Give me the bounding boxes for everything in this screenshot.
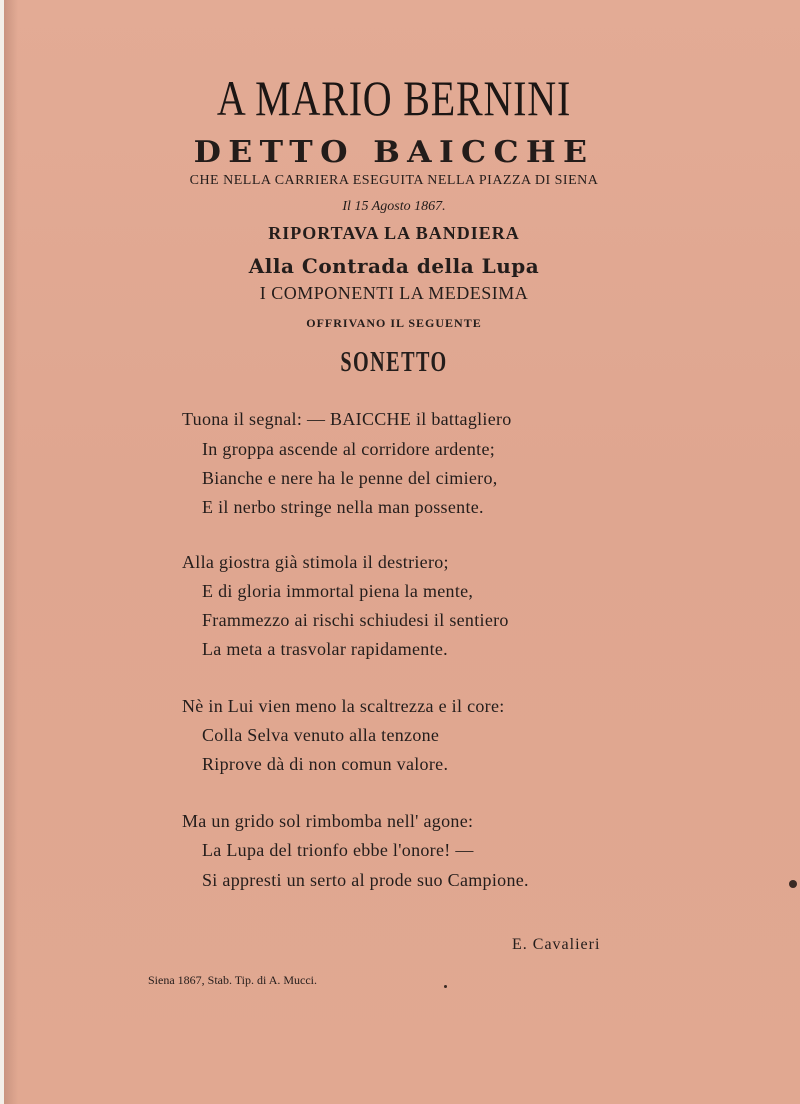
dedication-line: CHE NELLA CARRIERA ESEGUITA NELLA PIAZZA DI SIENA <box>189 173 599 188</box>
sonnet-heading: SONETTO <box>340 347 448 378</box>
paper-speck <box>789 880 797 888</box>
author-signature: E. Cavalieri <box>512 936 601 953</box>
printer-imprint: Siena 1867, Stab. Tip. di A. Mucci. <box>148 973 318 987</box>
verse-line: Si appresti un serto al prode suo Campione. <box>202 870 529 890</box>
paper-speck <box>444 985 447 988</box>
subtitle: DETTO BAICCHE <box>193 135 595 170</box>
date-line: Il 15 Agosto 1867. <box>342 199 446 214</box>
contrada-line: Alla Contrada della Lupa <box>248 254 540 278</box>
title: A MARIO BERNINI <box>216 70 572 126</box>
banner-line: RIPORTAVA LA BANDIERA <box>268 223 520 243</box>
verse-line: Nè in Lui vien meno la scaltrezza e il core: <box>182 696 505 716</box>
broadside-sheet <box>4 0 800 1104</box>
verse-line: Colla Selva venuto alla tenzone <box>202 725 440 745</box>
verse-line: E di gloria immortal piena la mente, <box>202 581 474 601</box>
members-line: I COMPONENTI LA MEDESIMA <box>259 283 529 303</box>
verse-line: La meta a trasvolar rapidamente. <box>202 639 448 659</box>
verse-line: Ma un grido sol rimbomba nell' agone: <box>182 811 474 831</box>
verse-line: Bianche e nere ha le penne del cimiero, <box>202 468 498 488</box>
verse-line: Tuona il segnal: — BAICCHE il battagliero <box>182 409 512 429</box>
verse-line: E il nerbo stringe nella man possente. <box>202 497 484 517</box>
verse-line: La Lupa del trionfo ebbe l'onore! — <box>202 840 474 860</box>
verse-line: Frammezzo ai rischi schiudesi il sentiero <box>202 610 509 630</box>
verse-line: In groppa ascende al corridore ardente; <box>202 439 496 459</box>
verse-line: Alla giostra già stimola il destriero; <box>182 552 449 572</box>
offering-line: OFFRIVANO IL SEGUENTE <box>306 316 482 330</box>
verse-line: Riprove dà di non comun valore. <box>202 754 449 774</box>
